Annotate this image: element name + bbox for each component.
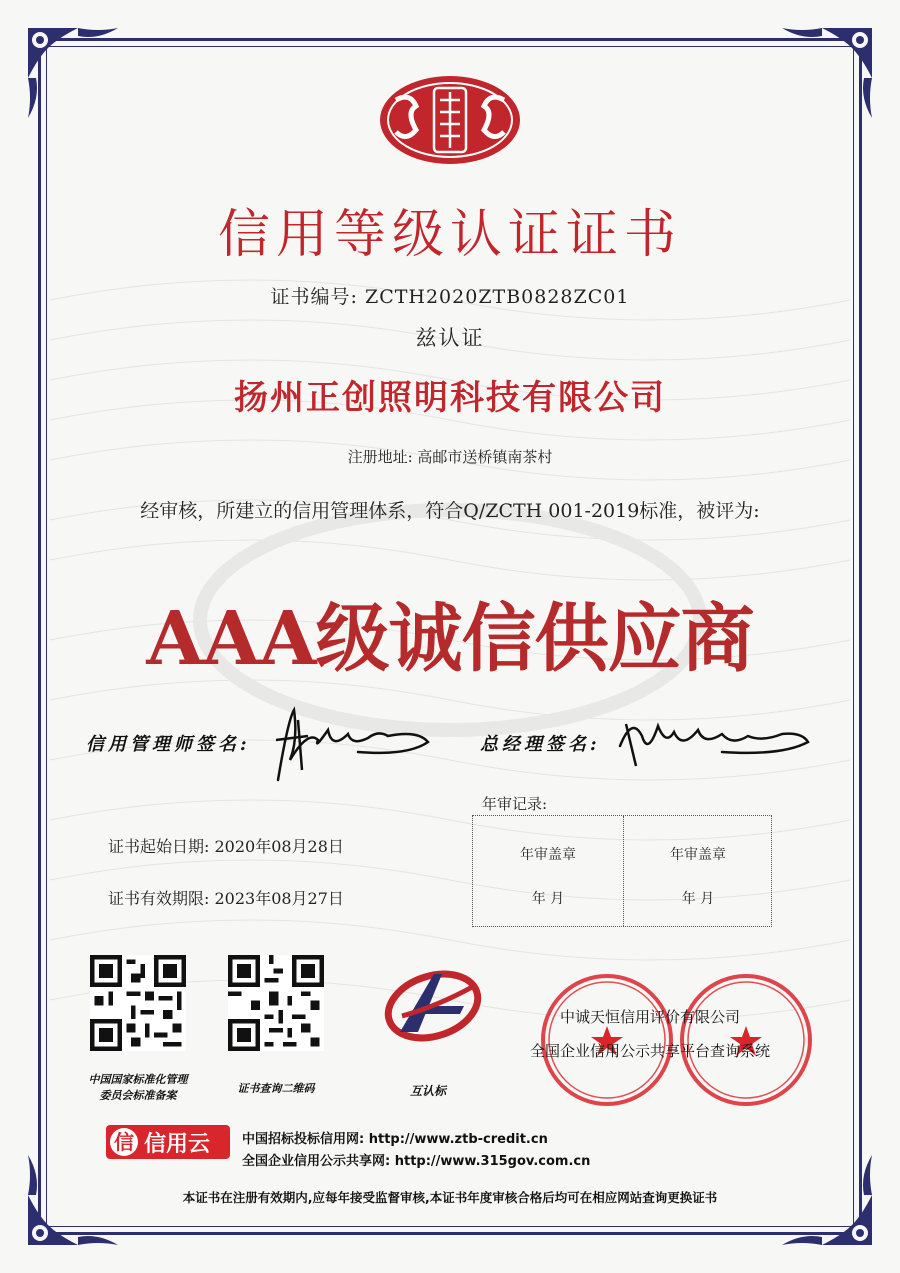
corner-ornament-icon — [18, 18, 128, 128]
annual-review-table — [472, 815, 772, 927]
annual-review-stamp-label: 年审盖章 — [520, 847, 576, 863]
certificate-number: 证书编号: ZCTH2020ZTB0828ZC01 — [270, 286, 630, 308]
validity-end-date: 证书有效期限: 2023年08月27日 — [108, 889, 344, 908]
credit-rating: AAA级诚信供应商 — [146, 596, 754, 682]
mutual-recognition-mark-icon — [378, 966, 488, 1044]
annual-review-date-label: 年 月 — [531, 891, 565, 907]
credit-manager-signature-icon — [268, 700, 438, 790]
validity-start-date: 证书起始日期: 2020年08月28日 — [108, 837, 344, 856]
qr-caption-line: 委员会标准备案 — [99, 1089, 177, 1102]
issuer-name: 中诚天恒信用评价有限公司 — [560, 1008, 741, 1026]
issuer-query-system: 全国企业信用公示共享平台查询系统 — [530, 1042, 771, 1060]
footer-note: 本证书在注册有效期内,应每年接受监督审核,本证书年度审核合格后均可在相应网站查询更换证书 — [182, 1190, 718, 1205]
qr-caption-standards — [74, 1072, 202, 1104]
certificate-title: 信用等级认证证书 — [217, 205, 682, 265]
certification-statement: 经审核，所建立的信用管理体系，符合Q/ZCTH 001-2019标准，被评为: — [140, 500, 760, 522]
general-manager-signature-label: 总经理签名: — [480, 734, 601, 755]
mutual-recognition-caption: 互认标 — [409, 1084, 446, 1098]
annual-review-stamp-label: 年审盖章 — [670, 847, 726, 863]
credit-cloud-name: 信用云 — [144, 1132, 211, 1157]
corner-ornament-icon — [772, 18, 882, 128]
hereby-certify-text: 兹认证 — [415, 326, 485, 350]
315gov-link[interactable]: 全国企业信用公示共享网: http://www.315gov.com.cn — [242, 1154, 591, 1169]
credit-cloud-icon: 信 — [110, 1128, 138, 1156]
credit-manager-signature-label: 信用管理师签名: — [86, 734, 251, 755]
qr-caption-query: 证书查询二维码 — [237, 1082, 315, 1095]
ztb-credit-link[interactable]: 中国招标投标信用网: http://www.ztb-credit.cn — [242, 1132, 548, 1147]
standards-committee-qr-code[interactable] — [90, 955, 186, 1051]
annual-review-date-label: 年 月 — [681, 891, 715, 907]
qr-caption-line: 中国国家标准化管理 — [88, 1073, 188, 1086]
emblem-logo-icon — [376, 72, 524, 168]
annual-review-title: 年审记录: — [482, 795, 548, 813]
credit-cloud-logo — [106, 1125, 230, 1159]
company-name: 扬州正创照明科技有限公司 — [234, 378, 666, 418]
registered-address: 注册地址: 高邮市送桥镇南茶村 — [347, 448, 553, 466]
certificate-query-qr-code[interactable] — [228, 955, 324, 1051]
general-manager-signature-icon — [612, 706, 812, 776]
